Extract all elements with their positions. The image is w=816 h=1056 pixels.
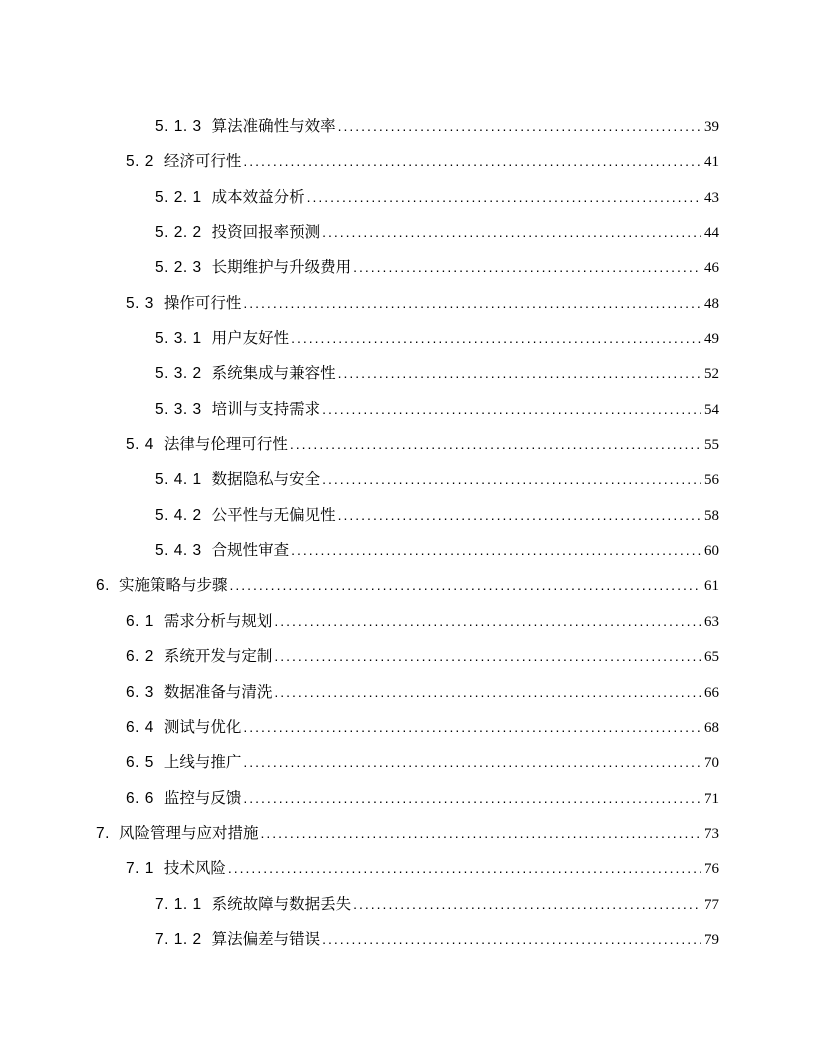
toc-entry-page: 77 (704, 896, 719, 913)
toc-entry-number: 5. 2. 2 (155, 224, 202, 242)
toc-entry-title: 数据准备与清洗 (163, 683, 273, 701)
toc-entry-page: 39 (704, 119, 719, 135)
toc-entry-number: 5. 3. 1 (155, 330, 202, 348)
toc-entry-page: 65 (704, 649, 719, 666)
toc-entry[interactable] (96, 710, 719, 745)
toc-entry[interactable] (96, 639, 719, 674)
toc-entry-page: 46 (704, 260, 719, 277)
toc-entry-number: 6. (96, 577, 110, 595)
toc-entry[interactable] (96, 887, 719, 922)
toc-leader-dots (353, 250, 701, 285)
toc-entry-page: 68 (704, 719, 719, 736)
toc-entry-page: 60 (704, 543, 719, 560)
toc-entry-page: 43 (704, 189, 719, 206)
toc-entry-number: 5. 3. 3 (155, 400, 202, 418)
toc-entry-page: 70 (704, 755, 719, 772)
toc-entry[interactable] (96, 816, 719, 851)
toc-entry-page: 56 (704, 472, 719, 489)
toc-entry-title: 风险管理与应对措施 (118, 824, 259, 842)
toc-entry-number: 5. 4. 3 (155, 542, 202, 560)
toc-entry-page: 52 (704, 366, 719, 383)
toc-entry-number: 5. 2. 3 (155, 259, 202, 277)
toc-entry[interactable] (96, 286, 719, 321)
toc-leader-dots (229, 568, 701, 603)
toc-entry-page: 41 (704, 154, 719, 171)
toc-entry-title: 培训与支持需求 (211, 400, 321, 418)
toc-entry[interactable] (96, 321, 719, 356)
toc-entry-number: 5. 2. 1 (155, 188, 202, 206)
toc-entry-page: 49 (704, 331, 719, 348)
toc-entry-number: 6. 5 (126, 754, 154, 772)
toc-entry-title: 系统开发与定制 (163, 648, 273, 666)
toc-entry[interactable] (96, 180, 719, 215)
toc-entry-page: 54 (704, 401, 719, 418)
toc-entry-page: 44 (704, 225, 719, 242)
toc-entry-number: 6. 2 (126, 648, 154, 666)
toc-leader-dots (290, 427, 701, 462)
toc-entry-title: 系统故障与数据丢失 (211, 895, 352, 913)
toc-entry-number: 6. 1 (126, 612, 154, 630)
toc-leader-dots (274, 639, 701, 674)
toc-leader-dots (260, 816, 701, 851)
toc-leader-dots (291, 321, 701, 356)
toc-entry[interactable] (96, 392, 719, 427)
toc-leader-dots (338, 498, 701, 533)
toc-leader-dots (307, 180, 701, 215)
toc-entry-number: 6. 3 (126, 683, 154, 701)
toc-entry[interactable] (96, 851, 719, 886)
toc-entry[interactable] (96, 781, 719, 816)
toc-entry-page: 55 (704, 437, 719, 454)
toc-entry-page: 76 (704, 861, 719, 878)
toc-entry[interactable] (96, 427, 719, 462)
toc-entry-title: 算法准确性与效率 (211, 118, 336, 135)
toc-entry-title: 算法偏差与错误 (211, 930, 321, 948)
toc-entry-title: 系统集成与兼容性 (211, 365, 336, 383)
toc-entry-title: 合规性审查 (211, 542, 290, 560)
toc-entry-title: 投资回报率预测 (211, 224, 321, 242)
toc-leader-dots (291, 533, 701, 568)
toc-entry[interactable] (96, 745, 719, 780)
toc-entry[interactable] (96, 462, 719, 497)
toc-leader-dots (322, 462, 701, 497)
toc-entry-title: 数据隐私与安全 (211, 471, 321, 489)
toc-entry-number: 7. 1. 1 (155, 895, 202, 913)
table-of-contents (96, 109, 719, 957)
toc-leader-dots (243, 286, 701, 321)
toc-leader-dots (243, 781, 701, 816)
toc-entry-number: 5. 4. 1 (155, 471, 202, 489)
toc-entry-number: 7. 1 (126, 860, 154, 878)
toc-entry[interactable] (96, 498, 719, 533)
toc-entry-title: 公平性与无偏见性 (211, 506, 336, 524)
toc-entry-page: 63 (704, 613, 719, 630)
toc-entry-title: 需求分析与规划 (163, 612, 273, 630)
toc-entry-title: 技术风险 (163, 860, 226, 878)
toc-entry-title: 测试与优化 (163, 718, 242, 736)
toc-entry[interactable] (96, 250, 719, 285)
toc-entry-page: 58 (704, 507, 719, 524)
toc-leader-dots (353, 887, 701, 922)
toc-entry-title: 操作可行性 (163, 294, 242, 312)
toc-entry[interactable] (96, 675, 719, 710)
toc-leader-dots (228, 851, 701, 886)
toc-leader-dots (243, 745, 701, 780)
toc-entry-number: 7. 1. 2 (155, 930, 202, 948)
toc-entry-title: 长期维护与升级费用 (211, 259, 352, 277)
toc-entry-number: 6. 4 (126, 718, 154, 736)
toc-entry[interactable] (96, 356, 719, 391)
toc-entry[interactable] (96, 568, 719, 603)
toc-leader-dots (338, 109, 701, 144)
toc-entry[interactable] (96, 109, 719, 144)
toc-entry-number: 5. 4. 2 (155, 506, 202, 524)
toc-entry-title: 上线与推广 (163, 754, 242, 772)
toc-entry[interactable] (96, 144, 719, 179)
toc-entry[interactable] (96, 533, 719, 568)
toc-leader-dots (322, 392, 701, 427)
toc-entry-number: 5. 4 (126, 436, 154, 454)
toc-entry-number: 5. 1. 3 (155, 118, 202, 135)
toc-entry[interactable] (96, 922, 719, 957)
toc-leader-dots (338, 356, 701, 391)
toc-entry-page: 79 (704, 931, 719, 948)
toc-entry-page: 66 (704, 684, 719, 701)
toc-entry[interactable] (96, 215, 719, 250)
toc-entry-number: 7. (96, 824, 110, 842)
toc-leader-dots (274, 675, 701, 710)
toc-entry[interactable] (96, 604, 719, 639)
toc-entry-number: 6. 6 (126, 789, 154, 807)
toc-leader-dots (322, 922, 701, 957)
toc-entry-title: 监控与反馈 (163, 789, 242, 807)
toc-entry-title: 实施策略与步骤 (118, 577, 228, 595)
toc-entry-number: 5. 3. 2 (155, 365, 202, 383)
toc-entry-page: 73 (704, 825, 719, 842)
toc-entry-title: 成本效益分析 (211, 188, 305, 206)
toc-leader-dots (243, 144, 701, 179)
toc-entry-number: 5. 3 (126, 294, 154, 312)
toc-entry-page: 61 (704, 578, 719, 595)
toc-entry-title: 用户友好性 (211, 330, 290, 348)
toc-leader-dots (243, 710, 701, 745)
toc-entry-title: 经济可行性 (163, 153, 242, 171)
toc-entry-page: 48 (704, 295, 719, 312)
toc-leader-dots (322, 215, 701, 250)
toc-entry-title: 法律与伦理可行性 (163, 436, 288, 454)
toc-entry-number: 5. 2 (126, 153, 154, 171)
toc-leader-dots (274, 604, 701, 639)
toc-entry-page: 71 (704, 790, 719, 807)
